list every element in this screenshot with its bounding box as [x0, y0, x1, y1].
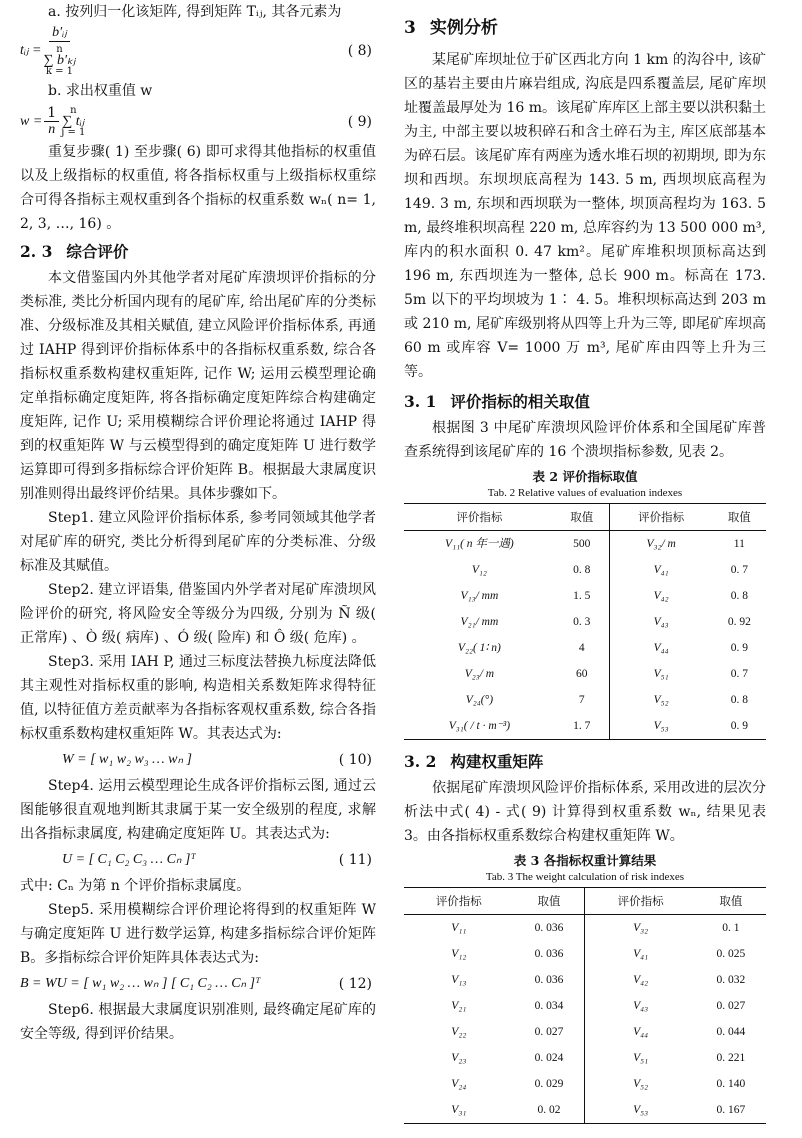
eq8-number: ( 8)	[347, 42, 372, 59]
indicator-cell: V₄₃	[585, 993, 696, 1019]
value-cell: 0. 1	[722, 922, 740, 934]
indicator-cell: V₁₂	[471, 564, 487, 576]
table-row	[404, 661, 766, 687]
indicator-cell: V₅₁	[585, 1045, 696, 1071]
value-cell: 0. 8	[730, 590, 748, 602]
value-cell: 0. 034	[534, 1000, 564, 1012]
equation-12	[20, 972, 376, 996]
value-cell: 0. 027	[716, 1000, 746, 1012]
equation-8	[20, 24, 376, 77]
table-row	[404, 531, 766, 558]
eq8-den-sub: k = 1	[45, 66, 74, 77]
step-a-text: a. 按列归一化该矩阵, 得到矩阵 Tᵢⱼ, 其各元素为	[48, 4, 342, 20]
left-column	[20, 0, 376, 1046]
value-cell: 0. 036	[534, 948, 564, 960]
value-cell: 0. 029	[534, 1078, 564, 1090]
header-value: 取值	[713, 504, 766, 531]
value-cell: 0. 92	[727, 616, 751, 628]
section-2-3-heading	[20, 240, 376, 264]
eq9-sub: j = 1	[61, 127, 86, 138]
indicator-cell: V₅₁	[609, 661, 712, 687]
equation-9	[20, 105, 376, 138]
eq9-frac-den: n	[48, 122, 56, 137]
header-value: 取值	[514, 888, 585, 915]
value-cell: 0. 7	[730, 668, 748, 680]
value-cell: 0. 024	[534, 1052, 564, 1064]
table-2	[404, 503, 766, 740]
value-cell: 0. 8	[573, 564, 591, 576]
paragraph-3: 某尾矿库坝址位于矿区西北方向 1 km 的沟谷中, 该矿区的基岩主要由片麻岩组成, 沟底是四系覆盖层, 尾矿库坝址覆盖最厚处为 16 m。该尾矿库库区上部主要以洪积黏土为主, 中部主要以坡积碎石和含土碎石为主, 库区底部基本为碎石层。该尾矿库有两座为透水堆石坝的初期坝, 即为东坝和西坝。东坝坝底高程为 143. 5 m, 西坝坝底高程为 149. 3 m, 东坝和西坝联为一整体, 坝顶高程均为 163. 5 m, 最终堆积坝高程 220 m, 总库容约为 13 500 000 m³, 库内的积水面积 0. 47 km²。尾矿库堆积坝顶标高达到 196 m, 东西坝连为一整体, 总长 900 m。标高在 173. 5m 以下的平均坝坡为 1∶ 4. 5。堆积坝标高达到 203 m 或 210 m, 尾矿库级别将从四等上升为三等, 即尾矿库坝高 60 m 或库容 V= 1000 万 m³, 尾矿库由四等上升为三等。	[404, 52, 766, 380]
step4-paragraph: Step4. 运用云模型理论生成各评价指标云图, 通过云图能够很直观地判断其隶属于某一安全级别的程度, 求解出各指标隶属度, 构建确定度矩阵 U。其表达式为:	[20, 778, 376, 842]
section-title: 评价指标的相关取值	[450, 392, 590, 411]
table-3	[404, 887, 766, 1124]
indicator-cell: V₅₃	[609, 713, 712, 740]
table-row	[404, 635, 766, 661]
table-row	[404, 993, 766, 1019]
indicator-cell: V₂₁	[451, 1000, 467, 1012]
indicator-cell: V₄₂	[585, 967, 696, 993]
value-cell: 0. 036	[534, 974, 564, 986]
value-cell: 0. 9	[730, 642, 748, 654]
table-row	[404, 1071, 766, 1097]
indicator-cell: V₂₄	[451, 1078, 467, 1090]
eq10-number: ( 10)	[338, 752, 372, 768]
eq8-lhs: tᵢⱼ =	[20, 42, 42, 58]
eq11-number: ( 11)	[338, 852, 372, 868]
section-number: 3. 1	[404, 392, 437, 411]
value-cell: 0. 02	[537, 1104, 561, 1116]
eq8-den-sup: n	[56, 44, 63, 55]
paragraph-3-2: 依据尾矿库溃坝风险评价指标体系, 采用改进的层次分析法中式( 4) - 式( 9) 计算得到权重系数 wₙ, 结果见表 3。由各指标权重系数综合构建权重矩阵 W。	[404, 780, 766, 844]
section-number: 2. 3	[20, 242, 53, 261]
value-cell: 0. 9	[730, 720, 748, 732]
right-column	[404, 0, 766, 1132]
table-row	[404, 583, 766, 609]
indicator-cell: V₂₁/ mm	[460, 616, 499, 628]
table-row	[404, 609, 766, 635]
table-row	[404, 967, 766, 993]
indicator-cell: V₃₁( / t · m⁻³)	[448, 720, 511, 732]
value-cell: 11	[733, 538, 745, 550]
eq8-denominator: ∑ b′ₖⱼ	[43, 53, 76, 68]
eq9-sup: n	[70, 105, 77, 116]
step1-paragraph: Step1. 建立风险评价指标体系, 参考同领域其他学者对尾矿库的研究, 类比分析得到尾矿库的分类标准、分级标准及其赋值。	[20, 510, 376, 574]
indicator-cell: V₁₃	[451, 974, 467, 986]
indicator-cell: V₂₃/ m	[464, 668, 495, 680]
header-indicator: 评价指标	[609, 504, 712, 531]
indicator-cell: V₅₂	[585, 1071, 696, 1097]
table3-caption: 表 3 各指标权重计算结果	[513, 853, 657, 868]
eq11-note: 式中: Cₙ 为第 n 个评价指标隶属度。	[20, 878, 251, 894]
value-cell: 0. 027	[534, 1026, 564, 1038]
eq12-number: ( 12)	[338, 976, 372, 992]
eq10-text: W = [ w₁ w₂ w₃ … wₙ ]	[62, 752, 192, 767]
eq11-text: U = [ C₁ C₂ C₃ … Cₙ ]ᵀ	[62, 852, 196, 867]
value-cell: 500	[573, 538, 591, 550]
table-row	[404, 687, 766, 713]
table-row	[404, 713, 766, 740]
equation-10	[20, 748, 376, 772]
section-3-2-heading	[404, 750, 766, 774]
step-b-text: b. 求出权重值 w	[48, 83, 153, 99]
eq9-number: ( 9)	[347, 113, 372, 130]
indicator-cell: V₂₄(°)	[465, 694, 494, 706]
indicator-cell: V₁₃/ mm	[460, 590, 499, 602]
header-value: 取值	[555, 504, 609, 531]
table-row	[404, 941, 766, 967]
step5-paragraph: Step5. 采用模糊综合评价理论将得到的权重矩阵 W 与确定度矩阵 U 进行数学运算, 构建多指标综合评价矩阵 B。多指标综合评价矩阵具体表达式为:	[20, 902, 376, 966]
indicator-cell: V₄₁	[585, 941, 696, 967]
indicator-cell: V₃₂/ m	[609, 531, 712, 558]
section-title: 综合评价	[66, 242, 129, 261]
value-cell: 4	[578, 642, 585, 654]
value-cell: 0. 221	[716, 1052, 746, 1064]
table3-body	[404, 915, 766, 1124]
eq8-fraction	[44, 24, 76, 77]
value-cell: 7	[578, 694, 585, 706]
header-indicator: 评价指标	[404, 888, 514, 915]
step3-paragraph: Step3. 采用 IAH P, 通过三标度法替换九标度法降低其主观性对指标权重的影响, 构造相关系数矩阵求得特征值, 以特征值方差贡献率为各指标客观权重系数, 综合各指标权重系数构建权重矩阵 W。其表达式为:	[20, 654, 376, 742]
equation-11	[20, 848, 376, 872]
indicator-cell: V₂₂	[451, 1026, 467, 1038]
table2-caption: 表 2 评价指标取值	[532, 469, 638, 484]
indicator-cell: V₁₁( n 年一遇)	[445, 538, 514, 550]
value-cell: 1. 7	[573, 720, 591, 732]
value-cell: 1. 5	[573, 590, 591, 602]
eq9-sum: ∑ tᵢⱼ	[62, 114, 85, 129]
header-value: 取值	[696, 888, 766, 915]
section-title: 构建权重矩阵	[450, 752, 544, 771]
value-cell: 0. 032	[716, 974, 746, 986]
indicator-cell: V₄₃	[609, 609, 712, 635]
paragraph-2-3: 本文借鉴国内外其他学者对尾矿库溃坝评价指标的分类标准, 类比分析国内现有的尾矿库, 给出尾矿库的分类标准、分级标准及其相关赋值, 建立风险评价指标体系, 再通过 IAHP 得到评价指标体系中的各指标权重系数, 综合各指标权重系数构建权重矩阵, 记作 W; 运用云模型理论确定单指标确定度矩阵, 将各指标确定度矩阵综合构建确定度矩阵, 记作 U; 采用模糊综合评价理论将通过 IAHP 得到的权重矩阵 W 与云模型得到的确定度矩阵 U 进行数学运算即可得到多指标综合评价矩阵 B。根据最大隶属度识别准则得出最终评价结果。具体步骤如下。	[20, 270, 376, 502]
value-cell: 0. 036	[534, 922, 564, 934]
value-cell: 0. 044	[716, 1026, 746, 1038]
value-cell: 0. 140	[716, 1078, 746, 1090]
table-row	[404, 557, 766, 583]
indicator-cell: V₅₂	[609, 687, 712, 713]
section-3-1-heading	[404, 390, 766, 414]
indicator-cell: V₃₂	[585, 915, 696, 942]
indicator-cell: V₅₃	[585, 1097, 696, 1124]
table2-caption-en: Tab. 2 Relative values of evaluation indexes	[487, 487, 683, 499]
value-cell: 0. 167	[716, 1104, 746, 1116]
eq9-lhs: w =	[20, 113, 43, 129]
indicator-cell: V₄₄	[609, 635, 712, 661]
indicator-cell: V₄₁	[609, 557, 712, 583]
table-header-row	[404, 888, 766, 915]
step2-paragraph: Step2. 建立评语集, 借鉴国内外学者对尾矿库溃坝风险评价的研究, 将风险安全等级分为四级, 分别为 Ñ 级( 正常库) 、Ò 级( 病库) 、Ó 级( 险库) 和 Ô 级( 危库) 。	[20, 582, 376, 646]
eq9-fraction	[44, 105, 59, 138]
indicator-cell: V₁₂	[451, 948, 467, 960]
value-cell: 0. 025	[716, 948, 746, 960]
eq8-numerator: b′ᵢⱼ	[52, 25, 67, 40]
section-title: 实例分析	[429, 18, 498, 38]
indicator-cell: V₁₁	[451, 922, 467, 934]
eq12-text: B = WU = [ w₁ w₂ … wₙ ] [ C₁ C₂ … Cₙ ]ᵀ	[20, 976, 261, 991]
step6-paragraph: Step6. 根据最大隶属度识别准则, 最终确定尾矿库的安全等级, 得到评价结果。	[20, 1002, 376, 1042]
table3-caption-en: Tab. 3 The weight calculation of risk indexes	[485, 871, 685, 883]
eq9-frac-num: 1	[44, 105, 59, 122]
section-3-heading	[404, 16, 766, 40]
indicator-cell: V₄₄	[585, 1019, 696, 1045]
table-row	[404, 1097, 766, 1124]
section-number: 3. 2	[404, 752, 437, 771]
indicator-cell: V₄₂	[609, 583, 712, 609]
indicator-cell: V₃₁	[451, 1104, 467, 1116]
value-cell: 0. 8	[730, 694, 748, 706]
section-number: 3	[404, 18, 416, 38]
paragraph-repeat-steps: 重复步骤( 1) 至步骤( 6) 即可求得其他指标的权重值以及上级指标的权重值, 将各指标权重与上级指标权重综合可得各指标主观权重到各个指标的权重系数 wₙ( n= 1, 2, 3, …, 16) 。	[20, 144, 376, 232]
value-cell: 0. 7	[730, 564, 748, 576]
header-indicator: 评价指标	[585, 888, 696, 915]
value-cell: 60	[575, 668, 588, 680]
indicator-cell: V₂₃	[451, 1052, 467, 1064]
table-row	[404, 915, 766, 942]
paragraph-3-1: 根据图 3 中尾矿库溃坝风险评价体系和全国尾矿库普查系统得到该尾矿库的 16 个溃坝指标参数, 见表 2。	[404, 420, 766, 460]
value-cell: 0. 3	[573, 616, 591, 628]
table-header-row	[404, 504, 766, 531]
table-row	[404, 1045, 766, 1071]
header-indicator: 评价指标	[404, 504, 555, 531]
indicator-cell: V₂₂( 1∶ n)	[457, 642, 501, 654]
table2-body	[404, 531, 766, 740]
table-row	[404, 1019, 766, 1045]
